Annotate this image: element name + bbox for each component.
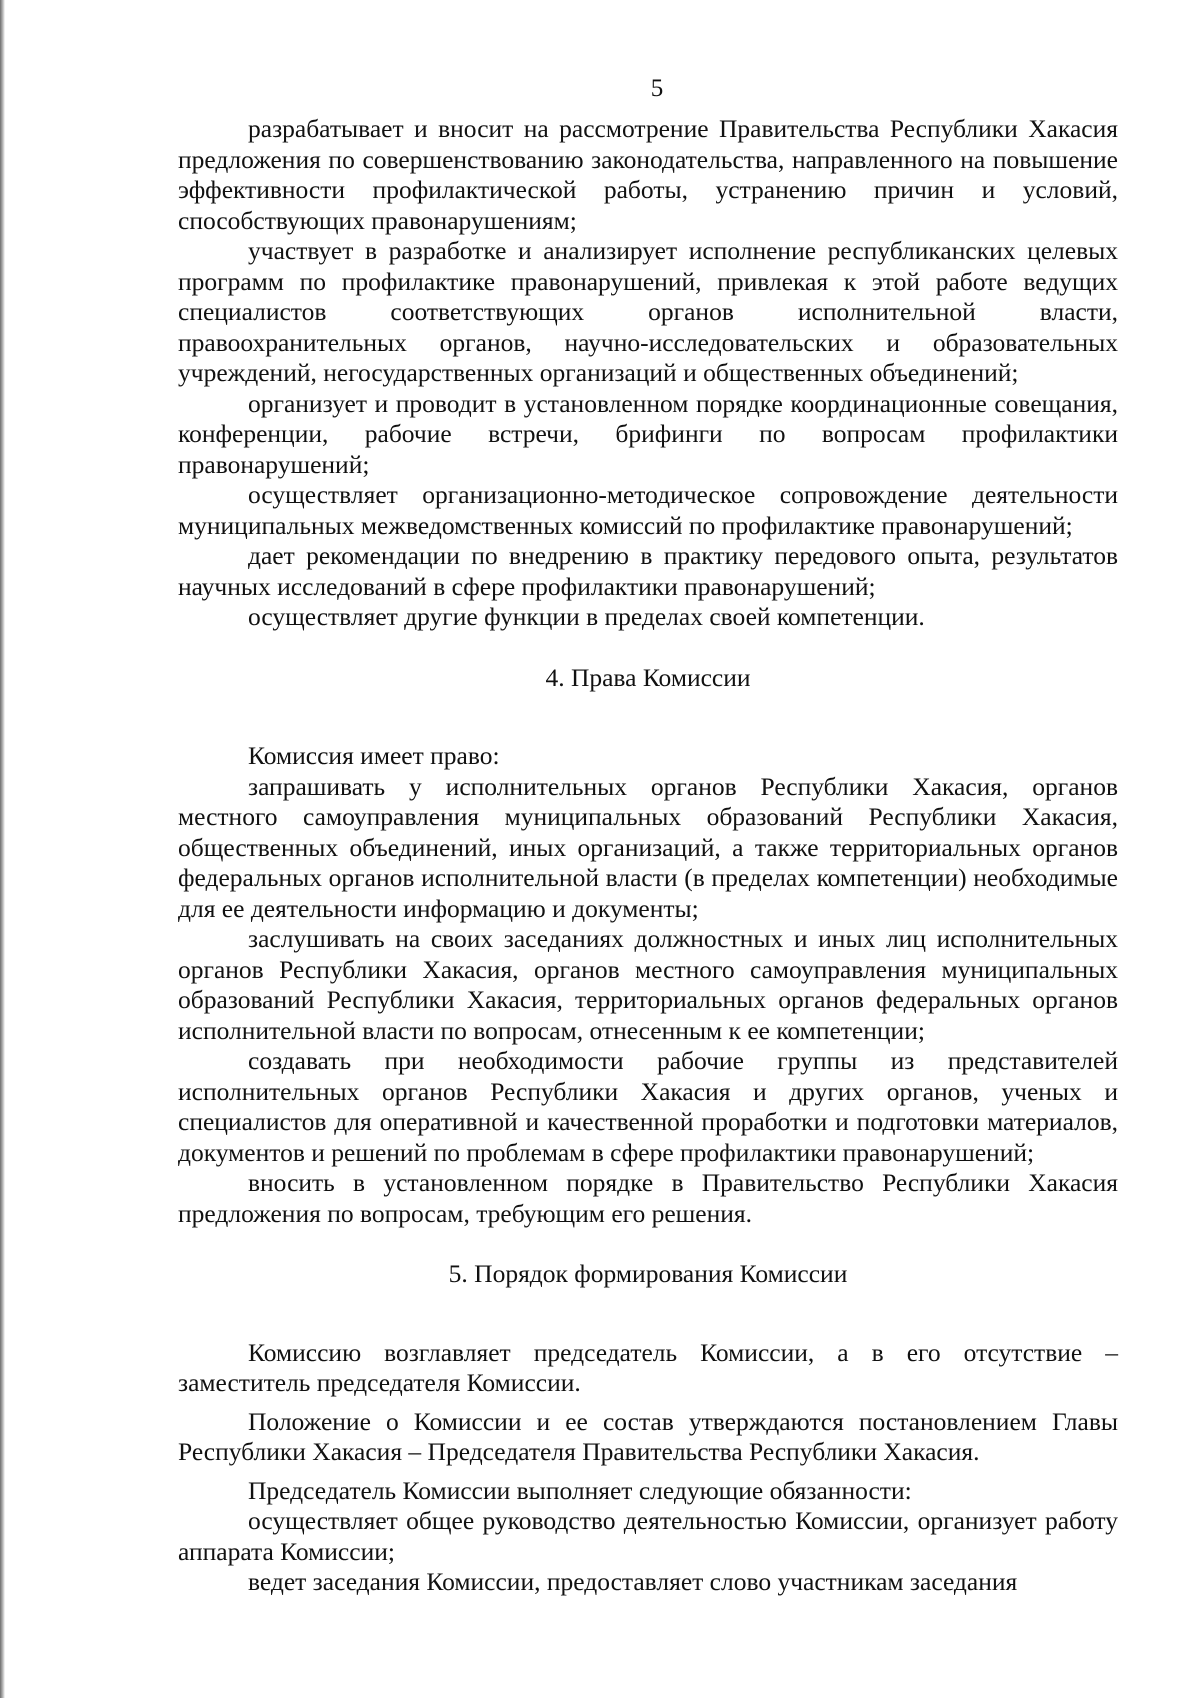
paragraph: вносить в установленном порядке в Правительство Республики Хакасия предложения по вопросам, требующим его решения.: [178, 1168, 1118, 1228]
paragraph: осуществляет организационно-методическое сопровождение деятельности муниципальных межведомственных комиссий по профилактике правонарушений;: [178, 480, 1118, 540]
paragraph: разрабатывает и вносит на рассмотрение Правительства Республики Хакасия предложения по совершенствованию законодательства, направленного на повышение эффективности профилактической работы, устранению причин и условий, способствующих правонарушениям;: [178, 114, 1118, 235]
section-heading-4: 4. Права Комиссии: [545, 662, 751, 692]
paragraph: осуществляет другие функции в пределах своей компетенции.: [248, 602, 925, 631]
paragraph: ведет заседания Комиссии, предоставляет слово участникам заседания: [248, 1567, 1018, 1596]
paragraph: осуществляет общее руководство деятельностью Комиссии, организует работу аппарата Комиссии;: [178, 1506, 1118, 1566]
paragraph: участвует в разработке и анализирует исполнение республиканских целевых программ по профилактике правонарушений, привлекая к этой работе ведущих специалистов соответствующих органов исполнительной власти, правоохранительных органов, научно-исследовательских и образовательных учреждений, негосударственных организаций и общественных объединений;: [178, 236, 1118, 387]
paragraph: создавать при необходимости рабочие группы из представителей исполнительных органов Республики Хакасия и других органов, ученых и специалистов для оперативной и качественной проработки и подготовки материалов, документов и решений по проблемам в сфере профилактики правонарушений;: [178, 1046, 1118, 1167]
paragraph: Положение о Комиссии и ее состав утверждаются постановлением Главы Республики Хакасия – Председателя Правительства Республики Хакасия.: [178, 1406, 1118, 1466]
paragraph: дает рекомендации по внедрению в практику передового опыта, результатов научных исследований в сфере профилактики правонарушений;: [178, 541, 1118, 601]
paragraph: организует и проводит в установленном порядке координационные совещания, конференции, рабочие встречи, брифинги по вопросам профилактики правонарушений;: [178, 388, 1118, 479]
page-number: 5: [650, 75, 664, 102]
section-heading-5: 5. Порядок формирования Комиссии: [448, 1259, 848, 1288]
paragraph: Комиссию возглавляет председатель Комиссии, а в его отсутствие – заместитель председателя Комиссии.: [178, 1337, 1118, 1397]
paragraph: заслушивать на своих заседаниях должностных и иных лиц исполнительных органов Республики Хакасия, органов местного самоуправления муниципальных образований Республики Хакасия, территориальных органов федеральных органов исполнительной власти по вопросам, отнесенным к ее компетенции;: [178, 924, 1118, 1045]
paragraph: Комиссия имеет право:: [248, 741, 500, 770]
scan-edge-shadow: [0, 0, 5, 1698]
paragraph: Председатель Комиссии выполняет следующие обязанности:: [248, 1475, 912, 1505]
document-page: [178, 74, 1118, 1598]
paragraph: запрашивать у исполнительных органов Республики Хакасия, органов местного самоуправления муниципальных образований Республики Хакасия, общественных объединений, иных организаций, а также территориальных органов федеральных органов исполнительной власти (в пределах компетенции) необходимые для ее деятельности информацию и документы;: [178, 771, 1118, 923]
